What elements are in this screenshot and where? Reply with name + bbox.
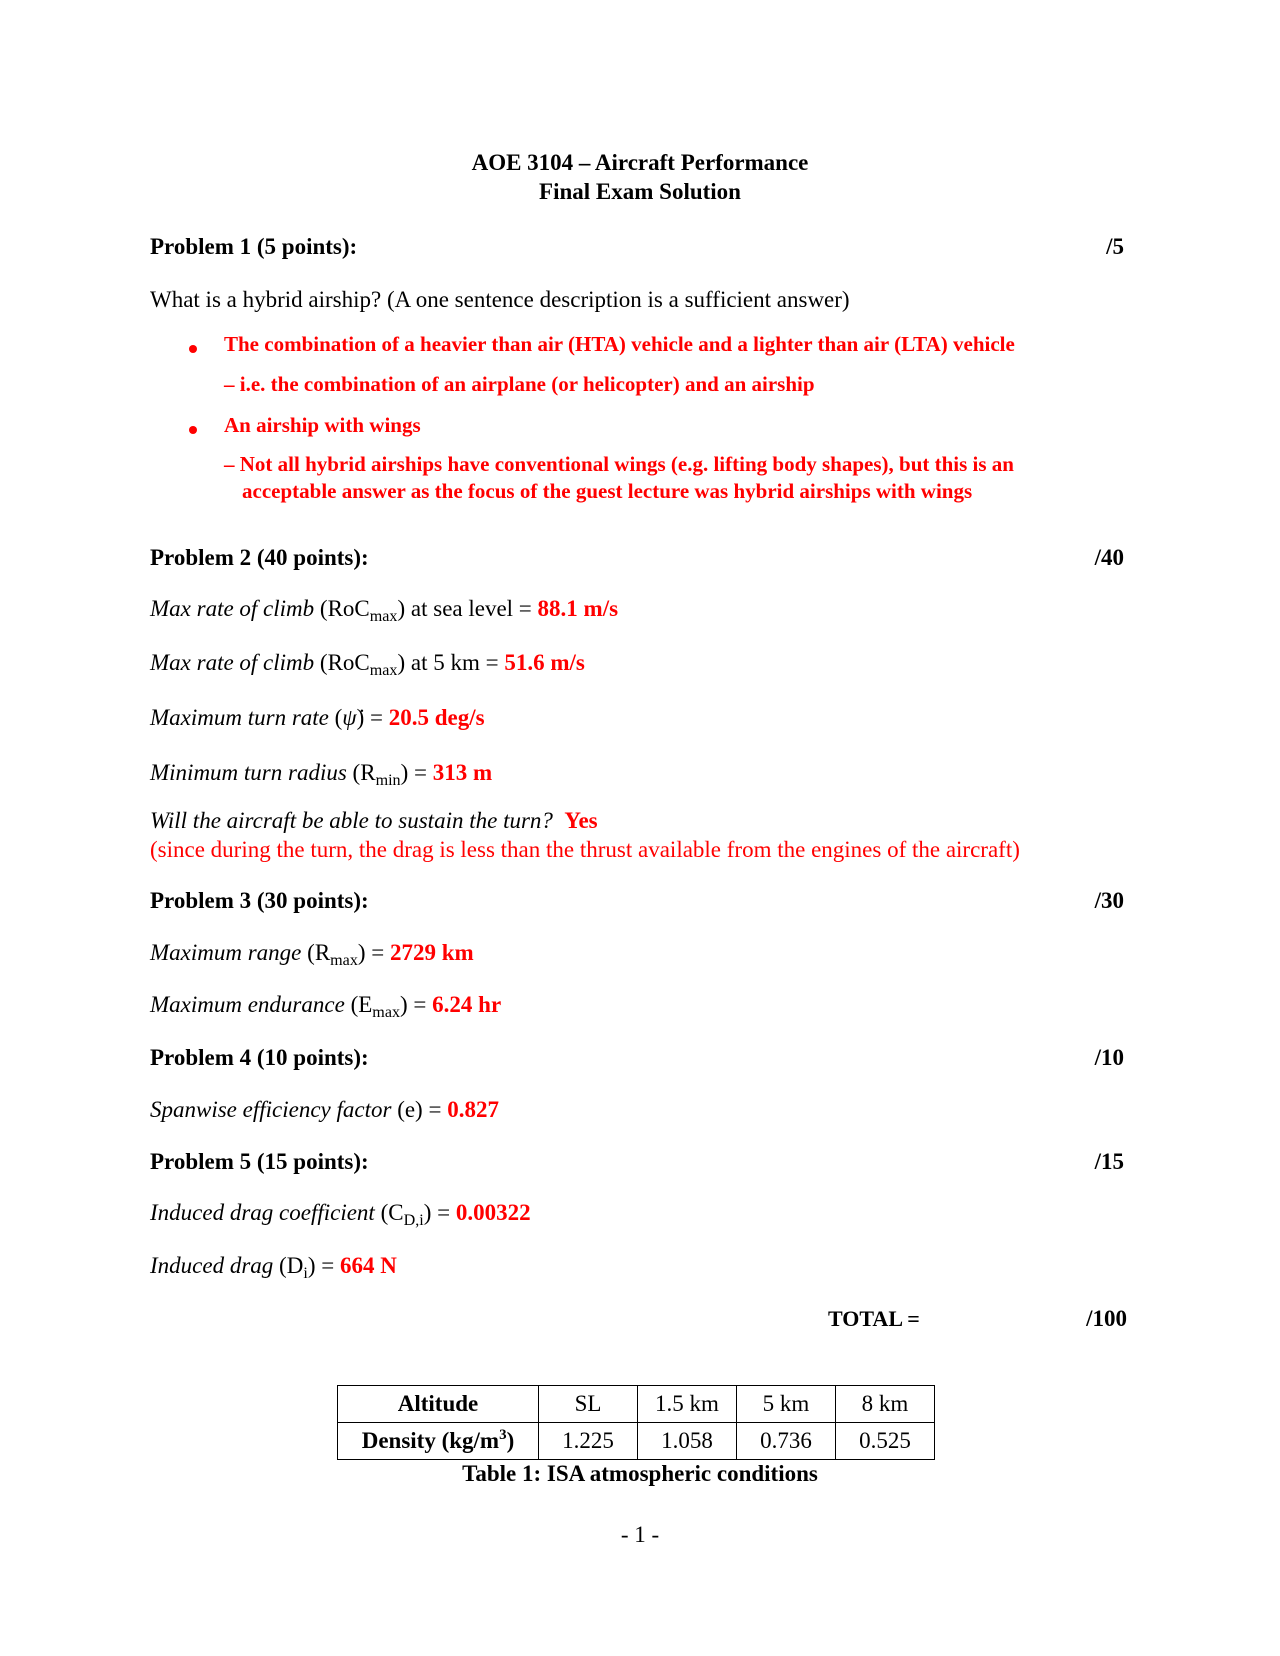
- density-cell: 0.525: [836, 1423, 935, 1460]
- roc-5km-value: 51.6 m/s: [504, 650, 585, 675]
- page-number: - 1 -: [620, 1522, 660, 1547]
- document-title: AOE 3104 – Aircraft Performance: [471, 150, 809, 175]
- density-header: Density $(kg/m^3)$: [338, 1423, 539, 1460]
- sustain-turn-line: Will the aircraft be able to sustain the turn? Yes: [150, 808, 598, 833]
- efficiency-factor-value: 0.827: [447, 1097, 499, 1122]
- max-endurance-value: 6.24 hr: [432, 992, 502, 1017]
- problem1-bullet2-detail: – Not all hybrid airships have conventional wings (e.g. lifting body shapes), but this is an: [224, 452, 1014, 476]
- document-subtitle: Final Exam Solution: [539, 179, 741, 204]
- altitude-cell: 8 km: [836, 1386, 935, 1423]
- induced-drag-value: 664 N: [339, 1253, 397, 1278]
- efficiency-factor-line: Spanwise efficiency factor (e) = 0.827: [150, 1097, 499, 1122]
- table-caption: Table 1: ISA atmospheric conditions: [462, 1461, 818, 1486]
- problem3-heading: Problem 3 (30 points):: [150, 888, 369, 913]
- problem2-score: /40: [1094, 545, 1124, 570]
- problem2-heading: Problem 2 (40 points):: [150, 545, 369, 570]
- density-cell: 1.058: [638, 1423, 737, 1460]
- bullet-dot: [189, 426, 197, 434]
- max-endurance-line: Maximum endurance $(E_{max}) = 6.24$ hr: [150, 992, 502, 1021]
- problem5-heading: Problem 5 (15 points):: [150, 1149, 369, 1174]
- max-turn-rate-value: 20.5 deg/s: [388, 705, 485, 730]
- problem1-bullet1-detail: – i.e. the combination of an airplane (or helicopter) and an airship: [224, 372, 815, 396]
- max-range-value: 2729 km: [390, 940, 474, 965]
- induced-drag-line: Induced drag $(D_i) = 664$ N: [150, 1253, 397, 1282]
- problem1-question: What is a hybrid airship? (A one sentence description is a sufficient answer): [150, 287, 850, 312]
- roc-sea-level-line: Max rate of climb (RoC$_{max}$) at sea level = 88.1 m/s: [150, 596, 619, 625]
- altitude-cell: 5 km: [737, 1386, 836, 1423]
- altitude-header: Altitude: [338, 1386, 539, 1423]
- max-range-line: Maximum range $(R_{max}) = 2729$ km: [150, 940, 474, 969]
- induced-drag-coefficient-value: 0.00322: [455, 1200, 531, 1225]
- problem4-score: /10: [1094, 1045, 1124, 1070]
- table-row: [338, 1423, 935, 1460]
- max-turn-rate-line: Maximum turn rate (ψ̇) = 20.5 deg/s: [150, 705, 485, 730]
- problem1-bullet2: An airship with wings: [224, 413, 421, 437]
- problem3-score: /30: [1094, 888, 1124, 913]
- total-label: TOTAL =: [828, 1306, 920, 1331]
- table-row: [338, 1386, 935, 1423]
- problem1-heading: Problem 1 (5 points):: [150, 234, 358, 259]
- problem1-bullet1: The combination of a heavier than air (HTA) vehicle and a lighter than air (LTA) vehicle: [224, 332, 1015, 356]
- altitude-cell: SL: [539, 1386, 638, 1423]
- total-score: /100: [1086, 1306, 1127, 1331]
- min-turn-radius-line: Minimum turn radius $(R_{min}) = 313$ m: [150, 760, 493, 789]
- roc-sea-level-value: 88.1 m/s: [537, 596, 619, 621]
- problem5-score: /15: [1094, 1149, 1124, 1174]
- sustain-turn-reason: (since during the turn, the drag is less than the thrust available from the engines of the aircraft): [150, 837, 1020, 862]
- min-turn-radius-value: 313 m: [432, 760, 493, 785]
- bullet-dot: [189, 345, 197, 353]
- roc-5km-line: Max rate of climb (RoC$_{max}$) at 5 km = 51.6 m/s: [150, 650, 585, 679]
- psi-dot-symbol: ψ̇: [342, 705, 357, 730]
- sustain-turn-answer: Yes: [564, 808, 598, 833]
- problem1-score: /5: [1106, 234, 1124, 259]
- problem1-bullet2-detail-continued: acceptable answer as the focus of the guest lecture was hybrid airships with wings: [242, 479, 973, 503]
- induced-drag-coefficient-line: Induced drag coefficient $(C_{D,i}) = 0.00322$: [150, 1200, 531, 1229]
- altitude-cell: 1.5 km: [638, 1386, 737, 1423]
- density-cell: 0.736: [737, 1423, 836, 1460]
- problem4-heading: Problem 4 (10 points):: [150, 1045, 369, 1070]
- density-cell: 1.225: [539, 1423, 638, 1460]
- isa-table: [337, 1385, 935, 1460]
